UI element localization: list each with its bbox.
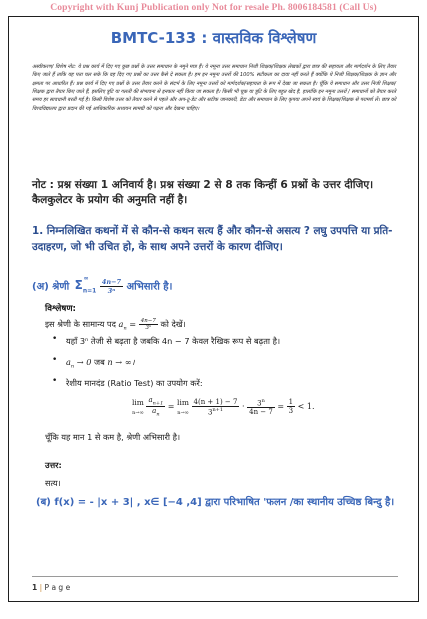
sum-lower-limit: n=1 xyxy=(82,287,97,295)
answer-label: उत्तर: xyxy=(45,460,62,470)
fraction-numerator: 4n−7 xyxy=(101,278,122,286)
part-a-heading xyxy=(32,275,173,295)
general-term-line xyxy=(45,318,186,332)
limit-operator: lim n→∞ xyxy=(132,397,144,416)
footer-separator: | xyxy=(39,583,43,592)
sum-upper-limit: ∞ xyxy=(83,275,89,283)
page-footer xyxy=(32,583,70,592)
general-term-suffix: को देखें। xyxy=(160,319,186,329)
general-term-numerator: 4n−7 xyxy=(140,318,156,324)
part-b-heading: (ब) f(x) = - |x + 3| , x∈ [−4 ,4] द्वारा परिभाषित 'फलन /का स्थानीय उच्चिष्ठ बिन्दु है। xyxy=(36,497,395,508)
copyright-banner: Copyright with Kunj Publication only Not for resale Ph. 8006184581 (Call Us) xyxy=(50,2,377,13)
page-number: 1 xyxy=(32,583,38,592)
general-term-formula: $a_n$ = xyxy=(118,319,139,332)
bullet-marker: • xyxy=(52,355,58,365)
general-term-denominator: 3ⁿ xyxy=(145,325,152,331)
sigma-symbol: $\Sigma_{n=1}$ ∞ xyxy=(74,275,97,295)
instructions-note: नोट : प्रश्न संख्या 1 अनिवार्य है। प्रश्न संख्या 2 से 8 तक किन्हीं 6 प्रश्नों के उत्तर दीजिए। कैलकुलेटर के प्रयोग की अनुमति नहीं है। xyxy=(32,179,374,206)
question-1: 1. निम्नलिखित कथनों में से कौन-से कथन सत्य हैं और कौन-से असत्य ? लघु उपपत्ति या प्रति-उदाहरण, जो भी उचित हो, के साथ अपने उत्तरों के कारण दीजिए। xyxy=(32,225,393,253)
analysis-label: विश्लेषण: xyxy=(45,304,76,314)
fraction-denominator: 3ⁿ xyxy=(107,287,116,295)
page-title: BMTC-133 : वास्तविक विश्लेषण xyxy=(110,29,317,47)
limit-statement-right: n → ∞। xyxy=(107,357,135,367)
bullet-2-when: जब xyxy=(94,357,105,367)
limit-statement-left: $a_n \to 0$ xyxy=(66,357,92,370)
disclaimer-text: अस्वीकरण/ विशेष नोट: ये प्रश्न कार्य में दिए गए कुछ प्रश्नों के उत्तर समाधान के नमूने मात्र हैं। ये नमूना उत्तर समाधान निजी शिक्षक/शिक्षक लेखकों द्वारा छात्र की सहायता और मार्गदर्शन के लिए तैयार किए जाते हैं ताकि यह पता चल सके कि वह दिए गए प्रश्नों का उत्तर कैसे दे सकता है। हम इन नमूना उत्तरों की 100% सटीकता का दावा नहीं करते हैं क्योंकि ये निजी शिक्षक/शिक्षक के ज्ञान और क्षमता पर आधारित हैं। प्रश्न कार्य में दिए गए प्रश्नों के उत्तर तैयार करने के संदर्भ के लिए नमूना उत्तरों को मार्गदर्शक/सहायता के रूप में देखा जा सकता है। चूँकि ये समाधान और उत्तर निजी शिक्षक/शिक्षक द्वारा तैयार किए जाते हैं, इसलिए त्रुटि या गलती की संभावना से इनकार नहीं किया जा सकता है। किसी भी चूक या त्रुटि के लिए बहुत खेद है, हालांकि इन नमूना उत्तरों / समाधानों को तैयार करते समय हर सावधानी बरती गई है। किसी विशेष उत्तर को तैयार करने से पहले और अप-टू-डेट और सटीक जानकारी, डेटा और समाधान के लिए कृपया अपने स्वयं के शिक्षक/शिक्षक से परामर्श लें। छात्र को विश्वविद्यालय द्वारा प्रदान की गई आधिकारिक अध्ययन सामग्री को पढ़ना और देखना चाहिए। xyxy=(32,64,397,112)
footer-divider xyxy=(32,576,398,577)
conclusion-text: चूँकि यह मान 1 से कम है, श्रेणी अभिसारी है। xyxy=(45,432,181,442)
bullet-1-text: यहाँ 3ⁿ तेजी से बढ़ता है जबकि 4n − 7 केवल रैखिक रूप से बढ़ता है। xyxy=(66,336,281,346)
general-term-fraction xyxy=(139,318,158,331)
answer-value: सत्य। xyxy=(45,478,61,488)
limit-value-fraction: $\frac{1}{3}$ xyxy=(288,398,294,416)
part-a-suffix: अभिसारी है। xyxy=(126,281,173,293)
bullet-marker: • xyxy=(52,334,58,344)
limit-operator: lim n→∞ xyxy=(177,397,189,416)
bullet-marker: • xyxy=(52,376,58,386)
ratio-fraction: $\frac{a_{n+1}}{a_n}$ xyxy=(148,396,164,418)
bullet-2-text xyxy=(66,357,135,370)
expanded-ratio-fraction: $\frac{4(n + 1) - 7}{3^{n+1}}$ xyxy=(193,397,238,417)
ratio-test-formula: lim n→∞ $\frac{a_{n+1}}{a_n}$ = lim n→∞ $\frac{4(n + 1) - 7}{3^{n+1}}$ · $\frac{3^n}{4n - 7}$ = $\frac{1}{3}$ < 1. xyxy=(132,396,315,418)
page-label: P a g e xyxy=(44,583,71,592)
bullet-3-text: रेशीय मानदंड (Ratio Test) का उपयोग करें: xyxy=(66,378,203,388)
part-a-prefix: (अ) श्रेणी xyxy=(32,281,70,293)
inverse-term-fraction: $\frac{3^n}{4n - 7}$ xyxy=(249,397,273,417)
general-term-text: इस श्रेणी के सामान्य पद xyxy=(45,319,116,329)
series-term-fraction xyxy=(100,278,123,295)
